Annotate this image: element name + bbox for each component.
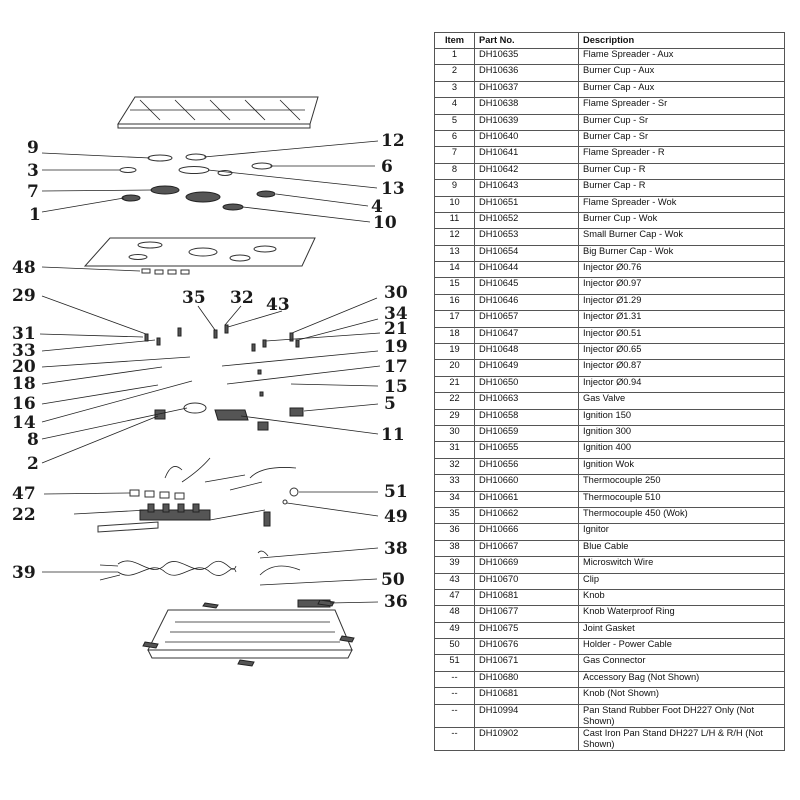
table-row (435, 163, 785, 179)
item-cell: 18 (435, 327, 475, 343)
item-cell: 43 (435, 573, 475, 589)
item-cell: -- (435, 727, 475, 750)
burner-caps (120, 154, 272, 176)
item-cell: 12 (435, 229, 475, 245)
part-no-cell: DH10640 (475, 130, 579, 146)
item-cell: 22 (435, 393, 475, 409)
table-row (435, 704, 785, 727)
callout-35: 35 (182, 288, 206, 308)
description-cell: Ignition 400 (579, 442, 785, 458)
part-no-cell: DH10646 (475, 294, 579, 310)
description-cell: Pan Stand Rubber Foot DH227 Only (Not Shown) (579, 704, 785, 727)
table-row (435, 425, 785, 441)
description-cell: Burner Cap - Sr (579, 130, 785, 146)
callout-18: 18 (12, 374, 36, 394)
callout-49: 49 (384, 507, 408, 527)
callout-47: 47 (12, 484, 36, 504)
item-cell: -- (435, 704, 475, 727)
description-cell: Ignition Wok (579, 458, 785, 474)
callout-2: 2 (27, 454, 39, 474)
table-row (435, 212, 785, 228)
callout-12: 12 (381, 131, 405, 151)
callout-11: 11 (381, 425, 405, 445)
part-no-cell: DH10644 (475, 262, 579, 278)
description-cell: Burner Cap - R (579, 180, 785, 196)
table-row (435, 475, 785, 491)
table-row (435, 360, 785, 376)
item-cell: 17 (435, 311, 475, 327)
callout-1: 1 (29, 205, 41, 225)
part-no-cell: DH10638 (475, 98, 579, 114)
callout-39: 39 (12, 563, 36, 583)
table-row (435, 573, 785, 589)
table-row (435, 98, 785, 114)
description-cell: Small Burner Cap - Wok (579, 229, 785, 245)
item-cell: 47 (435, 589, 475, 605)
callout-51: 51 (384, 482, 408, 502)
item-cell: 13 (435, 245, 475, 261)
callout-19: 19 (384, 337, 408, 357)
callout-16: 16 (12, 394, 36, 414)
table-row (435, 557, 785, 573)
pan-stand-grate (118, 97, 318, 128)
part-no-cell: DH10661 (475, 491, 579, 507)
item-cell: 6 (435, 130, 475, 146)
item-cell: 49 (435, 622, 475, 638)
part-no-cell: DH10676 (475, 639, 579, 655)
callout-50: 50 (381, 570, 405, 590)
gas-valve-manifold (98, 504, 270, 532)
item-cell: 5 (435, 114, 475, 130)
item-cell: 16 (435, 294, 475, 310)
table-row (435, 130, 785, 146)
table-row (435, 727, 785, 750)
item-cell: 31 (435, 442, 475, 458)
description-cell: Ignition 300 (579, 425, 785, 441)
burner-cups (155, 403, 303, 430)
callout-34: 34 (384, 304, 408, 324)
part-no-cell: DH10652 (475, 212, 579, 228)
part-no-cell: DH10994 (475, 704, 579, 727)
item-cell: 21 (435, 376, 475, 392)
description-cell: Injector Ø1.29 (579, 294, 785, 310)
item-cell: 30 (435, 425, 475, 441)
description-cell: Burner Cup - Wok (579, 212, 785, 228)
part-no-cell: DH10671 (475, 655, 579, 671)
part-no-cell: DH10670 (475, 573, 579, 589)
callout-15: 15 (384, 377, 408, 397)
callout-22: 22 (12, 505, 36, 525)
part-no-cell: DH10666 (475, 524, 579, 540)
part-no-cell: DH10681 (475, 589, 579, 605)
description-cell: Injector Ø1.31 (579, 311, 785, 327)
callout-20: 20 (12, 357, 36, 377)
table-row (435, 81, 785, 97)
description-cell: Gas Connector (579, 655, 785, 671)
part-no-cell: DH10677 (475, 606, 579, 622)
item-cell: 15 (435, 278, 475, 294)
part-no-cell: DH10637 (475, 81, 579, 97)
description-cell: Knob Waterproof Ring (579, 606, 785, 622)
description-cell: Microswitch Wire (579, 557, 785, 573)
table-row (435, 327, 785, 343)
table-row (435, 376, 785, 392)
part-no-cell: DH10657 (475, 311, 579, 327)
table-header-row (435, 33, 785, 49)
part-no-cell: DH10650 (475, 376, 579, 392)
part-no-cell: DH10660 (475, 475, 579, 491)
base-tray (143, 600, 354, 666)
part-no-cell: DH10656 (475, 458, 579, 474)
description-cell: Flame Spreader - Sr (579, 98, 785, 114)
callout-33: 33 (12, 341, 36, 361)
cooktop-surface (85, 238, 315, 274)
parts-table-body (435, 49, 785, 751)
description-cell: Flame Spreader - Aux (579, 49, 785, 65)
item-cell: 38 (435, 540, 475, 556)
item-cell: 50 (435, 639, 475, 655)
table-row (435, 311, 785, 327)
part-no-cell: DH10658 (475, 409, 579, 425)
callout-10: 10 (373, 213, 397, 233)
table-row (435, 262, 785, 278)
callout-5: 5 (384, 394, 396, 414)
part-no-cell: DH10659 (475, 425, 579, 441)
table-row (435, 589, 785, 605)
description-cell: Clip (579, 573, 785, 589)
table-row (435, 639, 785, 655)
description-cell: Injector Ø0.94 (579, 376, 785, 392)
part-no-cell: DH10675 (475, 622, 579, 638)
description-cell: Ignition 150 (579, 409, 785, 425)
part-no-cell: DH10641 (475, 147, 579, 163)
callout-43: 43 (266, 295, 290, 315)
item-cell: 51 (435, 655, 475, 671)
part-no-cell: DH10653 (475, 229, 579, 245)
table-row (435, 393, 785, 409)
item-cell: 8 (435, 163, 475, 179)
description-cell: Thermocouple 450 (Wok) (579, 507, 785, 523)
description-cell: Burner Cap - Aux (579, 81, 785, 97)
column-header-part-no: Part No. (475, 33, 579, 49)
part-no-cell: DH10636 (475, 65, 579, 81)
description-cell: Holder - Power Cable (579, 639, 785, 655)
part-no-cell: DH10648 (475, 344, 579, 360)
item-cell: 11 (435, 212, 475, 228)
knobs (130, 488, 298, 504)
table-row (435, 294, 785, 310)
callout-8: 8 (27, 430, 39, 450)
table-row (435, 114, 785, 130)
callout-48: 48 (12, 258, 36, 278)
part-no-cell: DH10635 (475, 49, 579, 65)
callout-17: 17 (384, 357, 408, 377)
table-row (435, 147, 785, 163)
item-cell: -- (435, 671, 475, 687)
callout-30: 30 (384, 283, 408, 303)
callout-4: 4 (371, 197, 383, 217)
table-row (435, 540, 785, 556)
item-cell: 10 (435, 196, 475, 212)
description-cell: Flame Spreader - Wok (579, 196, 785, 212)
description-cell: Burner Cup - R (579, 163, 785, 179)
gas-pipes (165, 458, 296, 490)
description-cell: Injector Ø0.97 (579, 278, 785, 294)
description-cell: Accessory Bag (Not Shown) (579, 671, 785, 687)
table-row (435, 524, 785, 540)
table-row (435, 655, 785, 671)
description-cell: Flame Spreader - R (579, 147, 785, 163)
part-no-cell: DH10667 (475, 540, 579, 556)
callout-6: 6 (381, 157, 393, 177)
description-cell: Injector Ø0.51 (579, 327, 785, 343)
item-cell: 7 (435, 147, 475, 163)
description-cell: Thermocouple 510 (579, 491, 785, 507)
parts-list-table (434, 32, 785, 751)
part-no-cell: DH10663 (475, 393, 579, 409)
part-no-cell: DH10669 (475, 557, 579, 573)
description-cell: Injector Ø0.76 (579, 262, 785, 278)
item-cell: 20 (435, 360, 475, 376)
item-cell: 39 (435, 557, 475, 573)
part-no-cell: DH10654 (475, 245, 579, 261)
callout-7: 7 (27, 182, 39, 202)
description-cell: Gas Valve (579, 393, 785, 409)
item-cell: 36 (435, 524, 475, 540)
part-no-cell: DH10645 (475, 278, 579, 294)
description-cell: Knob (579, 589, 785, 605)
table-row (435, 458, 785, 474)
table-row (435, 196, 785, 212)
item-cell: 3 (435, 81, 475, 97)
description-cell: Injector Ø0.87 (579, 360, 785, 376)
wiring-harness (100, 551, 330, 607)
part-no-cell: DH10680 (475, 671, 579, 687)
item-cell: 19 (435, 344, 475, 360)
description-cell: Burner Cup - Sr (579, 114, 785, 130)
part-no-cell: DH10651 (475, 196, 579, 212)
item-cell: 29 (435, 409, 475, 425)
item-cell: 33 (435, 475, 475, 491)
part-no-cell: DH10655 (475, 442, 579, 458)
part-no-cell: DH10642 (475, 163, 579, 179)
part-no-cell: DH10902 (475, 727, 579, 750)
callout-36: 36 (384, 592, 408, 612)
table-row (435, 409, 785, 425)
description-cell: Cast Iron Pan Stand DH227 L/H & R/H (Not Shown) (579, 727, 785, 750)
part-no-cell: DH10639 (475, 114, 579, 130)
description-cell: Joint Gasket (579, 622, 785, 638)
callout-29: 29 (12, 286, 36, 306)
item-cell: 2 (435, 65, 475, 81)
part-no-cell: DH10649 (475, 360, 579, 376)
part-no-cell: DH10681 (475, 688, 579, 704)
table-row (435, 229, 785, 245)
table-row (435, 671, 785, 687)
column-header-description: Description (579, 33, 785, 49)
description-cell: Knob (Not Shown) (579, 688, 785, 704)
callout-14: 14 (12, 413, 36, 433)
description-cell: Thermocouple 250 (579, 475, 785, 491)
table-row (435, 622, 785, 638)
item-cell: 4 (435, 98, 475, 114)
table-row (435, 49, 785, 65)
description-cell: Blue Cable (579, 540, 785, 556)
callout-32: 32 (230, 288, 254, 308)
callout-9: 9 (27, 138, 39, 158)
table-row (435, 688, 785, 704)
item-cell: 48 (435, 606, 475, 622)
description-cell: Injector Ø0.65 (579, 344, 785, 360)
table-row (435, 344, 785, 360)
callout-21: 21 (384, 319, 408, 339)
callout-31: 31 (12, 324, 36, 344)
callout-38: 38 (384, 539, 408, 559)
callout-13: 13 (381, 179, 405, 199)
item-cell: 32 (435, 458, 475, 474)
leader-lines (40, 141, 380, 603)
table-row (435, 606, 785, 622)
callout-3: 3 (27, 161, 39, 181)
item-cell: 14 (435, 262, 475, 278)
description-cell: Big Burner Cap - Wok (579, 245, 785, 261)
item-cell: -- (435, 688, 475, 704)
item-cell: 34 (435, 491, 475, 507)
item-cell: 9 (435, 180, 475, 196)
table-row (435, 507, 785, 523)
item-cell: 35 (435, 507, 475, 523)
flame-spreaders (122, 186, 275, 210)
table-row (435, 278, 785, 294)
table-row (435, 491, 785, 507)
item-cell: 1 (435, 49, 475, 65)
table-row (435, 442, 785, 458)
table-row (435, 65, 785, 81)
column-header-item: Item (435, 33, 475, 49)
description-cell: Burner Cup - Aux (579, 65, 785, 81)
table-row (435, 245, 785, 261)
part-no-cell: DH10662 (475, 507, 579, 523)
description-cell: Ignitor (579, 524, 785, 540)
table-row (435, 180, 785, 196)
part-no-cell: DH10643 (475, 180, 579, 196)
part-no-cell: DH10647 (475, 327, 579, 343)
